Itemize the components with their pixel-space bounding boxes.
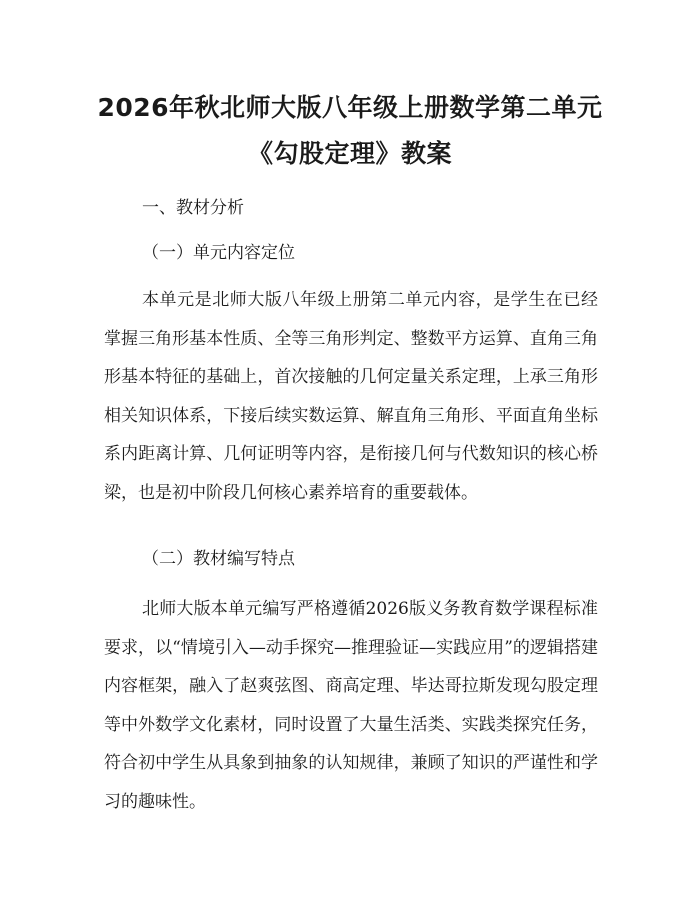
paragraph-textbook-features: 北师大版本单元编写严格遵循2026版义务教育数学课程标准要求，以“情境引入—动手探究—推理验证—实践应用”的逻辑搭建内容框架，融入了赵爽弦图、商高定理、毕达哥拉斯发现勾股定理等中外数学文化素材，同时设置了大量生活类、实践类探究任务，符合初中学生从具象到抽象的认知规律，兼顾了知识的严谨性和学习的趣味性。 [104,599,598,812]
subsection-heading-unit-positioning: （一）单元内容定位 [142,243,295,263]
document-title-line-1: 2026年秋北师大版八年级上册数学第二单元 [97,93,603,122]
paragraph-unit-positioning: 本单元是北师大版八年级上册第二单元内容，是学生在已经掌握三角形基本性质、全等三角形判定、整数平方运算、直角三角形基本特征的基础上，首次接触的几何定量关系定理，上承三角形相关知识体系，下接后续实数运算、解直角三角形、平面直角坐标系内距离计算、几何证明等内容，是衔接几何与代数知识的核心桥梁，也是初中阶段几何核心素养培育的重要载体。 [104,290,598,503]
document-title-line-2: 《勾股定理》教案 [247,139,452,168]
subsection-heading-textbook-features: （二）教材编写特点 [142,549,295,569]
section-heading-textbook-analysis: 一、教材分析 [142,198,244,218]
